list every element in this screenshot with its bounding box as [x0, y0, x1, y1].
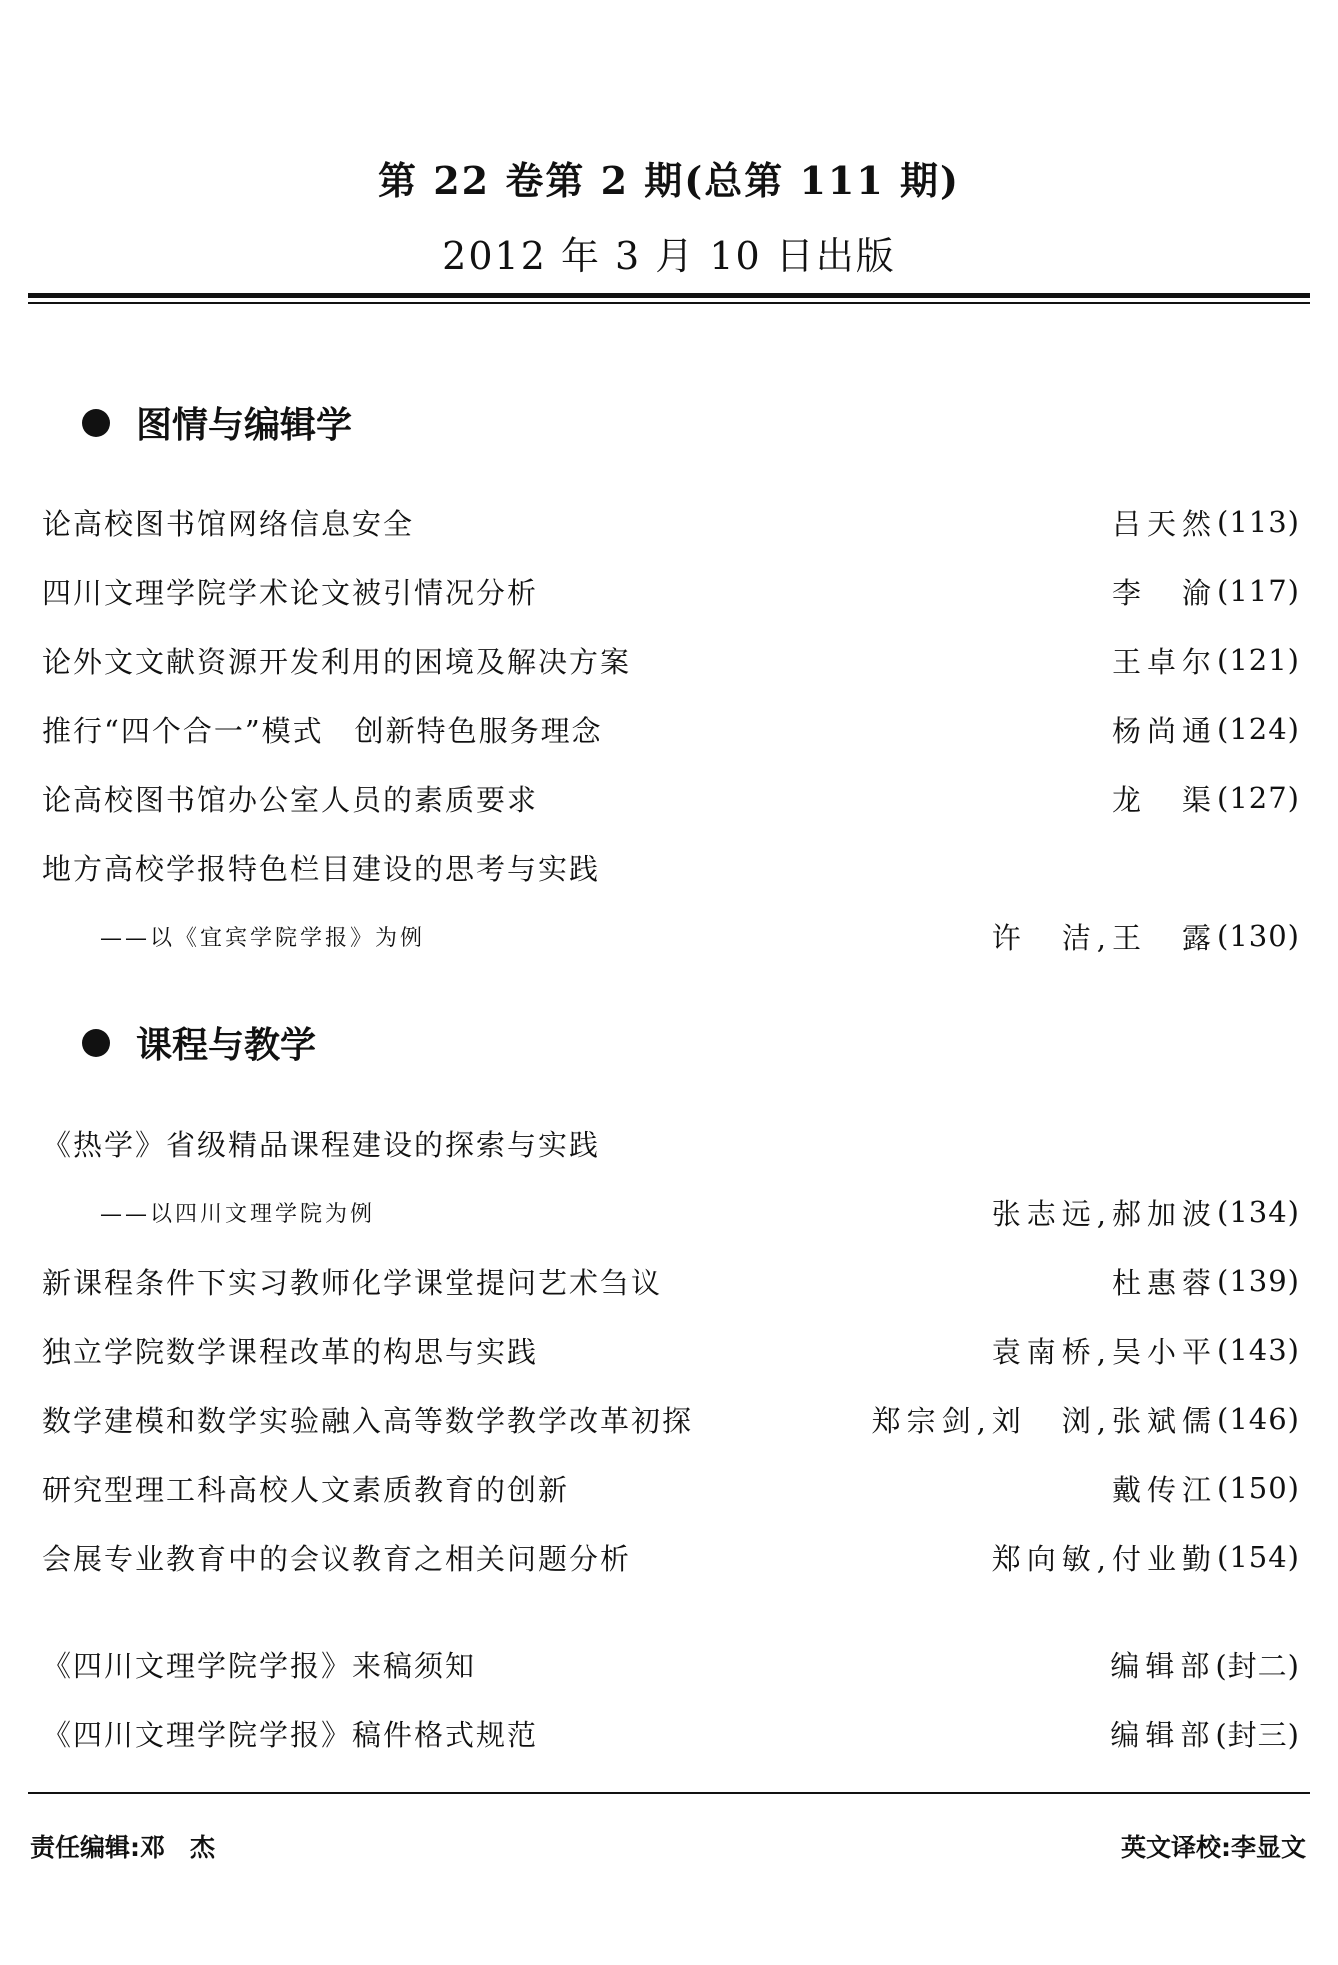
dot-leader	[643, 1535, 980, 1579]
footer-rule	[28, 1792, 1310, 1794]
dot-leader	[550, 1328, 980, 1372]
entry-author: 戴传江	[1112, 1472, 1218, 1507]
entry-author: 龙 渠	[1112, 782, 1218, 817]
bullet-icon	[82, 1029, 110, 1057]
entry-title: 数学建模和数学实验融入高等数学教学改革初探	[42, 1403, 694, 1438]
dot-leader	[643, 638, 1100, 682]
entry-subtitle: ——以四川文理学院为例	[100, 1201, 376, 1227]
dot-leader	[550, 776, 1100, 820]
toc-entry[interactable]	[42, 776, 1300, 820]
entry-title: 论高校图书馆办公室人员的素质要求	[42, 782, 539, 817]
dot-leader	[488, 1642, 1098, 1686]
entry-author: 许 洁,王 露	[991, 920, 1218, 955]
bullet-icon	[82, 409, 110, 437]
toc-entry[interactable]	[42, 707, 1300, 751]
entry-title: 会展专业教育中的会议教育之相关问题分析	[42, 1541, 632, 1576]
dot-leader	[674, 1259, 1100, 1303]
entry-page: (117)	[1217, 574, 1300, 608]
entry-author: 张志远,郝加波	[991, 1196, 1218, 1231]
entry-title: 《热学》省级精品课程建设的探索与实践	[42, 1127, 601, 1162]
toc-entry-subtitle-line[interactable]	[42, 1190, 1300, 1234]
dot-leader	[426, 500, 1100, 544]
toc-entry[interactable]	[42, 1535, 1300, 1579]
toc-entry[interactable]	[42, 1466, 1300, 1510]
entry-author: 杨尚通	[1112, 713, 1218, 748]
entry-subtitle: ——以《宜宾学院学报》为例	[100, 925, 426, 951]
entry-page: (113)	[1217, 505, 1300, 539]
dot-leader	[387, 1190, 980, 1234]
english-translator: 英文译校:李显文	[1121, 1833, 1306, 1862]
section-heading-label: 图情与编辑学	[136, 404, 353, 446]
toc-entry-title-line[interactable]	[42, 1121, 1300, 1165]
date-line: 2012 年 3 月 10 日出版	[442, 234, 896, 278]
entry-author: 郑宗剑,刘 浏,张斌儒	[871, 1403, 1218, 1438]
entry-page: (154)	[1217, 1540, 1300, 1574]
dot-leader	[550, 569, 1100, 613]
entry-page: (130)	[1217, 919, 1300, 953]
section-heading-label: 课程与教学	[136, 1024, 317, 1066]
notice-page: (封二)	[1215, 1648, 1300, 1683]
entry-author: 杜惠蓉	[1112, 1265, 1218, 1300]
dot-leader	[581, 1466, 1100, 1510]
entry-author: 吕天然	[1112, 506, 1218, 541]
toc-entry[interactable]	[42, 638, 1300, 682]
entry-author: 郑向敏,付业勤	[991, 1541, 1218, 1576]
entry-page: (134)	[1217, 1195, 1300, 1229]
entry-title: 新课程条件下实习教师化学课堂提问艺术刍议	[42, 1265, 663, 1300]
toc-entry-title-line[interactable]	[42, 845, 1300, 889]
toc-entry[interactable]	[42, 1397, 1300, 1441]
entry-author: 王卓尔	[1112, 644, 1218, 679]
entry-title: 地方高校学报特色栏目建设的思考与实践	[42, 851, 601, 886]
entry-page: (146)	[1217, 1402, 1300, 1436]
entry-title: 四川文理学院学术论文被引情况分析	[42, 575, 539, 610]
notice-title: 《四川文理学院学报》稿件格式规范	[42, 1717, 539, 1752]
notice-entry[interactable]	[42, 1642, 1300, 1686]
entry-page: (127)	[1217, 781, 1300, 815]
entry-title: 研究型理工科高校人文素质教育的创新	[42, 1472, 570, 1507]
toc-entry[interactable]	[42, 569, 1300, 613]
entry-page: (124)	[1217, 712, 1300, 746]
entry-page: (150)	[1217, 1471, 1300, 1505]
entry-author: 袁南桥,吴小平	[991, 1334, 1218, 1369]
header-rule-thick	[28, 293, 1310, 298]
notice-entry[interactable]	[42, 1711, 1300, 1755]
dot-leader	[705, 1397, 860, 1441]
toc-entry[interactable]	[42, 500, 1300, 544]
entry-page: (139)	[1217, 1264, 1300, 1298]
header-rule-thin	[28, 302, 1310, 304]
entry-page: (143)	[1217, 1333, 1300, 1367]
dot-leader	[615, 707, 1100, 751]
notice-title: 《四川文理学院学报》来稿须知	[42, 1648, 477, 1683]
entry-author: 李 渝	[1112, 575, 1218, 610]
entry-title: 独立学院数学课程改革的构思与实践	[42, 1334, 539, 1369]
dot-leader	[437, 914, 980, 958]
entry-title: 论高校图书馆网络信息安全	[42, 506, 415, 541]
toc-entry[interactable]	[42, 1328, 1300, 1372]
dot-leader	[550, 1711, 1098, 1755]
toc-entry-subtitle-line[interactable]	[42, 914, 1300, 958]
entry-title: 推行“四个合一”模式 创新特色服务理念	[42, 713, 603, 748]
toc-entry[interactable]	[42, 1259, 1300, 1303]
notice-page: (封三)	[1215, 1717, 1300, 1752]
section-heading	[82, 397, 352, 448]
entry-title: 论外文文献资源开发利用的困境及解决方案	[42, 644, 632, 679]
issue-line: 第 22 卷第 2 期(总第 111 期)	[378, 158, 960, 203]
section-heading	[82, 1017, 316, 1068]
notice-author: 编辑部	[1110, 1717, 1216, 1752]
entry-page: (121)	[1217, 643, 1300, 677]
notice-author: 编辑部	[1110, 1648, 1216, 1683]
responsible-editor: 责任编辑:邓 杰	[30, 1833, 215, 1862]
